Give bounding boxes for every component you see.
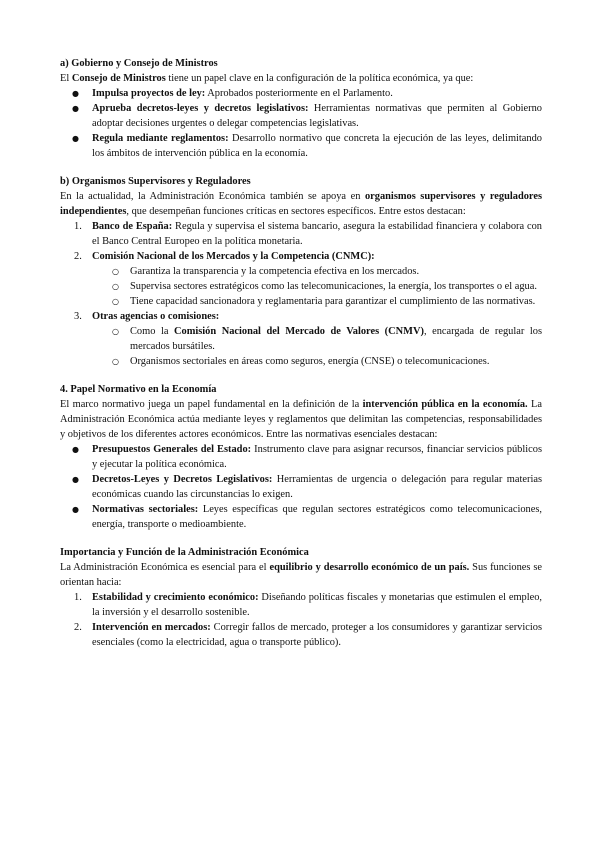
list-number: 1. (74, 221, 82, 232)
bold-text: Presupuestos Generales del Estado: (92, 444, 252, 455)
sub-list (92, 324, 542, 369)
list-number: 2. (74, 251, 82, 262)
bullet-list (60, 86, 542, 161)
text: La Administración Económica es esencial para el (60, 562, 270, 573)
bold-text: Impulsa proyectos de ley: (92, 88, 206, 99)
text: tiene un papel clave en la configuración de la política económica, ya que: (165, 73, 474, 84)
text: , que desempeñan funciones críticas en sectores específicos. Entre estos destacan: (126, 206, 466, 217)
list-item (74, 309, 542, 369)
document-page (60, 56, 542, 650)
sub-list-item: ○ Tiene capacidad sancionadora y reglamentaria para garantizar el cumplimiento de las normativas. (130, 294, 542, 309)
bold-text: Regula mediante reglamentos: (92, 133, 229, 144)
list-item (92, 131, 542, 161)
paragraph (60, 560, 542, 590)
list-number: 1. (74, 592, 82, 603)
list-item (92, 101, 542, 131)
bullet-list (60, 442, 542, 532)
list-item (92, 472, 542, 502)
sub-list (92, 264, 542, 309)
sub-list-item (130, 324, 542, 354)
text: Corregir fallos de mercado, proteger a los consumidores y garantizar servicios esenciales (como la electricidad, agua o transporte público). (92, 622, 542, 648)
text: La Administración Económica actúa mediante leyes y reglamentos que delimitan las competencias, responsabilidades y objetivos de los diferentes actores económicos. Entre las normativas esenciales destacan: (60, 399, 543, 440)
list-item (92, 86, 542, 101)
section-heading: b) Organismos Supervisores y Reguladores (60, 176, 251, 187)
text: Leyes específicas que regulan sectores estratégicos como telecomunicaciones, energía, transporte o medioambiente. (92, 504, 542, 530)
list-item (74, 219, 542, 249)
list-item (74, 590, 543, 620)
text: Regula y supervisa el sistema bancario, asegura la estabilidad financiera y colabora con el Banco Central Europeo en la política monetaria. (92, 221, 542, 247)
paragraph (60, 71, 542, 86)
bold-text: Estabilidad y crecimiento económico: (92, 592, 259, 603)
bold-text: organismos supervisores y reguladores independientes (60, 191, 542, 217)
bold-text: Comisión Nacional de los Mercados y la Competencia (CNMC): (92, 251, 375, 262)
sub-list-item: ○ Supervisa sectores estratégicos como las telecomunicaciones, la energía, los transportes o el agua. (130, 279, 542, 294)
text: En la actualidad, la Administración Económica también se apoya en (60, 191, 365, 202)
section-heading: a) Gobierno y Consejo de Ministros (60, 58, 218, 69)
paragraph (60, 397, 542, 442)
section-heading: Importancia y Función de la Administración Económica (60, 547, 309, 558)
sub-list-item: ○ Organismos sectoriales en áreas como seguros, energía (CNSE) o telecomunicaciones. (130, 354, 542, 369)
list-number: 3. (74, 311, 82, 322)
bold-text: Intervención en mercados: (92, 622, 211, 633)
bold-text: Aprueba decretos-leyes y decretos legislativos: (92, 103, 309, 114)
bold-text: Consejo de Ministros (71, 73, 166, 84)
bold-text: Comisión Nacional del Mercado de Valores (CNMV) (174, 326, 424, 337)
bold-text: Otras agencias o comisiones: (92, 311, 220, 322)
list-item (92, 502, 542, 532)
numbered-list (60, 590, 542, 650)
text: Instrumento clave para asignar recursos, financiar servicios públicos y ejecutar la política económica. (92, 444, 542, 470)
list-item (92, 442, 542, 472)
list-item (74, 620, 542, 650)
bold-text: equilibrio y desarrollo económico de un país. (269, 562, 470, 573)
bold-text: Decretos-Leyes y Decretos Legislativos: (92, 474, 273, 485)
numbered-list (60, 219, 542, 369)
text: Desarrollo normativo que concreta la ejecución de las leyes, delimitando los ámbitos de intervención pública en la economía. (92, 133, 542, 159)
text: Herramientas normativas que permiten al Gobierno adoptar decisiones urgentes o delegar competencias legislativas. (92, 103, 542, 129)
text: El marco normativo juega un papel fundamental en la definición de la (60, 399, 363, 410)
text: Como la (130, 326, 174, 337)
list-item (74, 249, 542, 309)
sub-list-item: ○ Garantiza la transparencia y la competencia efectiva en los mercados. (130, 264, 542, 279)
bold-text: intervención pública en la economía. (362, 399, 528, 410)
bold-text: Banco de España: (92, 221, 173, 232)
text: Aprobados posteriormente en el Parlamento. (205, 88, 393, 99)
text: El (60, 73, 72, 84)
text: , encargada de regular los mercados bursátiles. (130, 326, 542, 352)
text: Diseñando políticas fiscales y monetarias que estimulen el empleo, la inversión y el desarrollo sostenible. (92, 592, 543, 618)
section-heading: 4. Papel Normativo en la Economía (60, 384, 217, 395)
list-number: 2. (74, 622, 82, 633)
text: Herramientas de urgencia o delegación para regular materias económicas cuando las circunstancias lo exigen. (92, 474, 542, 500)
paragraph (60, 189, 542, 219)
bold-text: Normativas sectoriales: (92, 504, 199, 515)
text: Sus funciones se orientan hacia: (60, 562, 542, 588)
